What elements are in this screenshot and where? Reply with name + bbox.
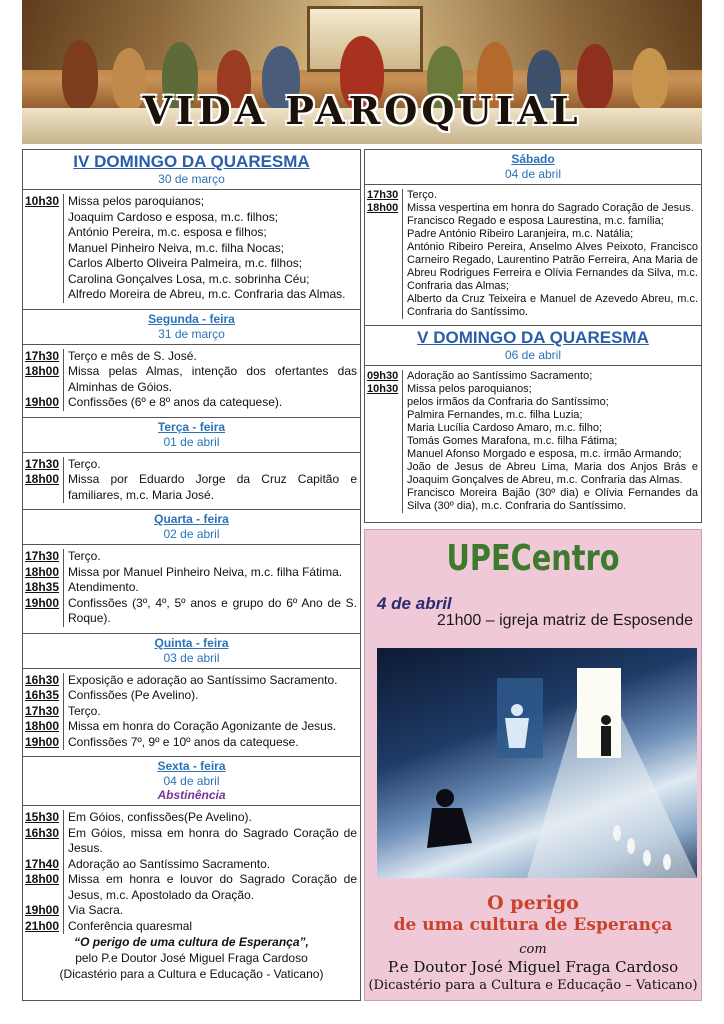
description: Joaquim Cardoso e esposa, m.c. filhos; (63, 210, 360, 226)
time: 17h30 (25, 703, 60, 718)
section-date: 03 de abril (163, 650, 220, 665)
time: 19h00 (25, 903, 60, 917)
schedule-row (365, 383, 701, 396)
section-date: 31 de março (158, 326, 225, 341)
description: Missa pelas Almas, intenção dos ofertantes das Alminhas de Góios. (63, 364, 360, 395)
section-header-quarta (23, 510, 360, 545)
description: Missa em honra e louvor do Sagrado Coração de Jesus, m.c. Apostolado da Oração. (63, 872, 360, 903)
section-date: 04 de abril (504, 167, 562, 181)
time (365, 422, 402, 435)
conference-title-text: “O perigo de uma cultura de Esperança”, (74, 935, 309, 949)
description: Confissões 7º, 9º e 10º anos da catequese. (63, 735, 360, 751)
section-title: V DOMINGO DA QUARESMA (417, 328, 649, 347)
time (23, 287, 63, 303)
section-title: Quarta - feira (154, 512, 229, 526)
description: Em Góios, missa em honra do Sagrado Coração de Jesus. (63, 826, 360, 857)
time: 16h30 (25, 825, 60, 840)
section-body-segunda (23, 345, 360, 418)
schedule-row (23, 210, 360, 226)
schedule-row (23, 395, 360, 411)
conference-organization: (Dicastério para a Cultura e Educação - Vaticano) (59, 967, 324, 981)
right-schedule (364, 149, 702, 523)
poster-title-line2: de uma cultura de Esperança (393, 915, 673, 935)
time (23, 225, 63, 241)
time (23, 272, 63, 288)
time: 19h00 (25, 595, 60, 610)
section-body-terca (23, 453, 360, 511)
description: Manuel Afonso Morgado e esposa, m.c. irmão Armando; (402, 448, 701, 461)
schedule-row (23, 903, 360, 919)
time: 16h35 (25, 688, 60, 702)
time: 18h00 (25, 364, 60, 378)
time (365, 461, 402, 487)
time: 19h00 (25, 395, 60, 409)
description: Missa pelos paroquianos; (402, 383, 701, 396)
schedule-row (365, 461, 701, 487)
section-header-quinta (23, 634, 360, 669)
upecentro-poster (364, 529, 702, 1001)
description: Conferência quaresmal (63, 919, 360, 935)
description: João de Jesus de Abreu Lima, Maria dos Anjos Brás e Joaquim Gonçalves de Abreu, m.c. Confraria das Almas. (402, 461, 701, 487)
description: Adoração ao Santíssimo Sacramento. (63, 857, 360, 873)
sitting-figure (427, 808, 472, 848)
time: 10h30 (367, 383, 399, 395)
page-title: VIDA PAROQUIAL (142, 88, 582, 133)
schedule-row (23, 256, 360, 272)
time (23, 241, 63, 257)
description: Palmira Fernandes, m.c. filha Luzia; (402, 409, 701, 422)
section-body-v-domingo (365, 366, 701, 519)
section-header-iv-domingo (23, 150, 360, 190)
light-figure (505, 718, 529, 748)
schedule-row (23, 919, 360, 935)
time: 17h30 (25, 456, 60, 471)
description: Carlos Alberto Oliveira Palmeira, m.c. filhos; (63, 256, 360, 272)
description: Missa em honra do Coração Agonizante de Jesus. (63, 719, 360, 735)
poster-title-line1: O perigo (487, 892, 579, 914)
schedule-row (365, 396, 701, 409)
time (23, 256, 63, 272)
schedule-row (365, 435, 701, 448)
schedule-row (365, 189, 701, 202)
section-header-segunda (23, 310, 360, 345)
poster-with: com (519, 942, 547, 957)
figure-head (511, 704, 523, 716)
section-date: 04 de abril (163, 774, 220, 788)
description: Missa pelos paroquianos; (63, 194, 360, 210)
description: Padre António Ribeiro Laranjeira, m.c. Natália; (402, 228, 701, 241)
description: Atendimento. (63, 580, 360, 596)
description: Alberto da Cruz Teixeira e Manuel de Azevedo Abreu, m.c. Confraria do Santíssimo. (402, 293, 701, 319)
schedule-row (23, 349, 360, 365)
abstinence-note: Abstinência (157, 788, 226, 802)
hope-illustration (377, 648, 697, 878)
bright-doorway (577, 668, 621, 758)
section-title: Quinta - feira (154, 635, 229, 650)
description: Exposição e adoração ao Santíssimo Sacramento. (63, 673, 360, 689)
poster-speaker: P.e Doutor José Miguel Fraga Cardoso (387, 958, 679, 976)
poster-date: 4 de abril (377, 594, 452, 613)
schedule-row (23, 194, 360, 210)
description: Missa por Manuel Pinheiro Neiva, m.c. filha Fátima. (63, 565, 360, 581)
time (365, 435, 402, 448)
time: 17h30 (25, 348, 60, 363)
schedule-row (23, 472, 360, 503)
description: Confissões (3º, 4º, 5º anos e grupo do 6º Ano de S. Roque). (63, 596, 360, 627)
section-title: Sábado (511, 152, 555, 166)
time: 18h00 (25, 719, 60, 733)
description: Alfredo Moreira de Abreu, m.c. Confraria das Almas. (63, 287, 360, 303)
section-header-sexta (23, 757, 360, 806)
schedule-row (365, 202, 701, 215)
section-date: 06 de abril (504, 348, 562, 362)
description: Manuel Pinheiro Neiva, m.c. filha Nocas; (63, 241, 360, 257)
time: 18h00 (367, 202, 399, 214)
section-title: IV DOMINGO DA QUARESMA (73, 152, 310, 171)
time: 17h40 (25, 856, 60, 871)
section-body-iv-domingo (23, 190, 360, 310)
time: 17h30 (367, 189, 399, 201)
sitting-head (436, 789, 454, 807)
section-body-quinta (23, 669, 360, 758)
schedule-row (23, 719, 360, 735)
description: Adoração ao Santíssimo Sacramento; (402, 370, 701, 383)
poster-dicastery: (Dicastério para a Cultura e Educação – Vaticano) (368, 978, 698, 993)
schedule-row (23, 287, 360, 303)
description: Terço. (63, 704, 360, 720)
schedule-row (365, 370, 701, 383)
conference-title (23, 934, 360, 950)
time (365, 396, 402, 409)
section-header-terca (23, 418, 360, 453)
description: Terço. (402, 189, 701, 202)
description: Confissões (Pe Avelino). (63, 688, 360, 704)
schedule-row (23, 225, 360, 241)
description: Confissões (6º e 8º anos da catequese). (63, 395, 360, 411)
description: Missa vespertina em honra do Sagrado Coração de Jesus. (402, 202, 701, 215)
schedule-row (23, 857, 360, 873)
walker-head (601, 715, 611, 725)
time (365, 228, 402, 241)
walking-figure (601, 726, 611, 756)
schedule-row (365, 409, 701, 422)
description: pelos irmãos da Confraria do Santíssimo; (402, 396, 701, 409)
description: Terço. (63, 549, 360, 565)
description: Maria Lucília Cardoso Amaro, m.c. filho; (402, 422, 701, 435)
schedule-row (23, 810, 360, 826)
section-title: Terça - feira (157, 419, 226, 434)
section-title: Segunda - feira (148, 311, 235, 326)
schedule-row (23, 872, 360, 903)
description: Em Góios, confissões(Pe Avelino). (63, 810, 360, 826)
section-body-quarta (23, 545, 360, 634)
poster-illustration (377, 648, 697, 878)
description: Francisco Regado e esposa Laurestina, m.c. família; (402, 215, 701, 228)
time: 15h30 (25, 810, 60, 824)
schedule-row (23, 272, 360, 288)
schedule-row (365, 448, 701, 461)
time: 19h00 (25, 734, 60, 749)
schedule-row (365, 487, 701, 513)
schedule-row (23, 596, 360, 627)
schedule-row (23, 457, 360, 473)
time (365, 215, 402, 228)
description: Via Sacra. (63, 903, 360, 919)
section-header-sabado (365, 150, 701, 185)
schedule-row (23, 735, 360, 751)
time (365, 448, 402, 461)
section-body-sabado (365, 185, 701, 326)
description: Terço. (63, 457, 360, 473)
time: 18h00 (25, 564, 60, 579)
time: 21h00 (25, 918, 60, 933)
schedule-row (23, 580, 360, 596)
time (365, 409, 402, 422)
section-date: 01 de abril (163, 434, 220, 449)
schedule-row (365, 293, 701, 319)
description: Terço e mês de S. José. (63, 349, 360, 365)
time (365, 241, 402, 293)
section-date: 30 de março (158, 172, 225, 186)
schedule-row (23, 704, 360, 720)
description: Missa por Eduardo Jorge da Cruz Capitão e familiares, m.c. Maria José. (63, 472, 360, 503)
time: 09h30 (367, 370, 399, 382)
upecentro-logo: UPECentro (446, 538, 620, 579)
description: Tomás Gomes Marafona, m.c. filha Fátima; (402, 435, 701, 448)
time: 18h00 (25, 472, 60, 486)
time (23, 210, 63, 226)
poster-place: 21h00 – igreja matriz de Esposende (436, 612, 693, 629)
conference-speaker: pelo P.e Doutor José Miguel Fraga Cardoso (75, 951, 308, 965)
time: 17h30 (25, 549, 60, 563)
section-date: 02 de abril (163, 527, 220, 541)
schedule-row (23, 549, 360, 565)
description: António Ribeiro Pereira, Anselmo Alves Peixoto, Francisco Carneiro Regado, Laurentino Patrão Ferreira, Ana Maria de Abreu Rodrigues Ferreira e Olívia Fernandes da Silva, m.c. Confraria das Almas; (402, 241, 701, 293)
time (365, 487, 402, 513)
schedule-row (23, 673, 360, 689)
schedule-row (365, 422, 701, 435)
time: 10h30 (25, 194, 60, 208)
time: 18h35 (25, 580, 60, 594)
schedule-row (365, 241, 701, 293)
schedule-row (23, 688, 360, 704)
schedule-row (23, 241, 360, 257)
time: 18h00 (25, 872, 60, 886)
description: Francisco Moreira Bajão (30º dia) e Olívia Fernandes da Silva (30º dia), m.c. Confraria do Santíssimo. (402, 487, 701, 513)
description: António Pereira, m.c. esposa e filhos; (63, 225, 360, 241)
schedule-row (23, 364, 360, 395)
time (365, 293, 402, 319)
section-title: Sexta - feira (157, 759, 226, 773)
left-schedule (22, 149, 361, 1001)
header-banner (22, 0, 702, 144)
time: 16h30 (25, 672, 60, 687)
section-body-sexta (23, 806, 360, 988)
schedule-row (365, 215, 701, 228)
schedule-row (365, 228, 701, 241)
schedule-row (23, 826, 360, 857)
schedule-row (23, 565, 360, 581)
section-header-v-domingo (365, 326, 701, 366)
description: Carolina Gonçalves Losa, m.c. sobrinha Céu; (63, 272, 360, 288)
